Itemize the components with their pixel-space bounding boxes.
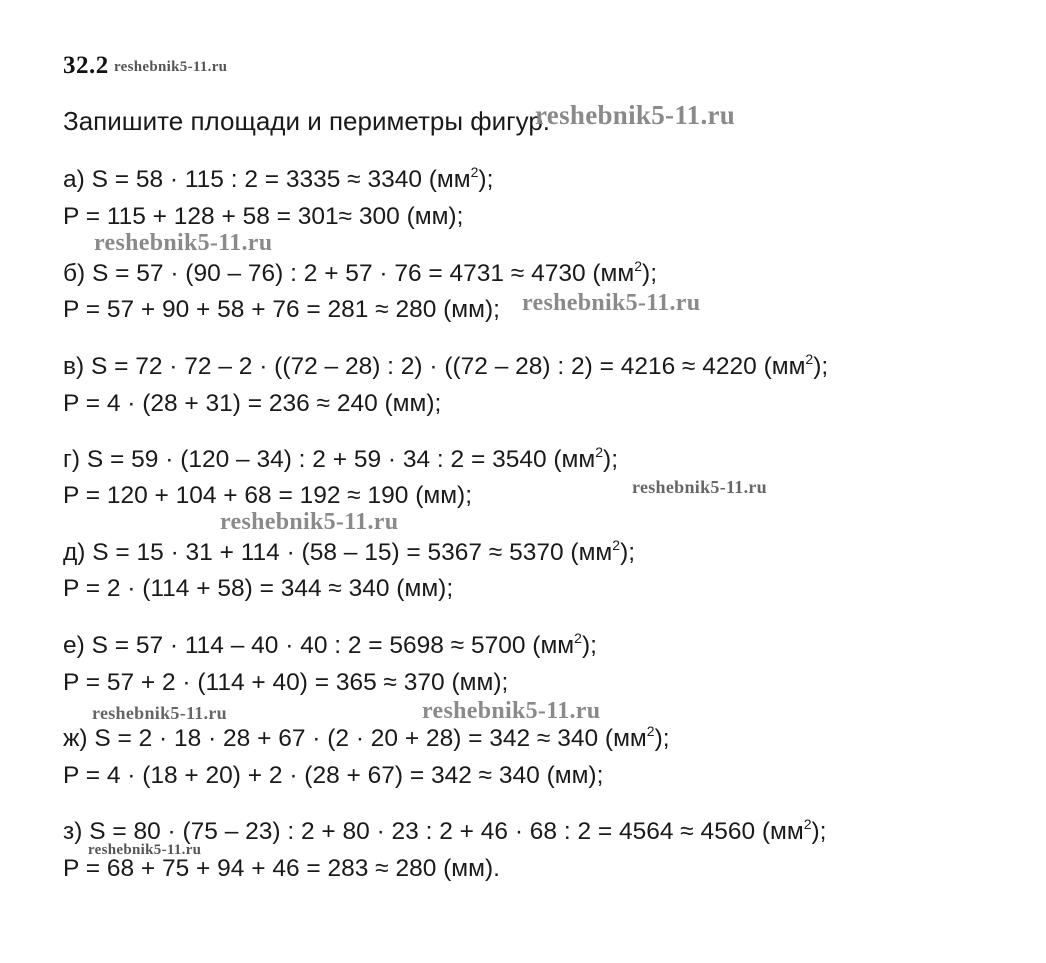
area-line-d bbox=[63, 539, 635, 567]
area-line-zh bbox=[63, 725, 670, 753]
area-line-v bbox=[63, 353, 828, 381]
area-text-end: ); bbox=[603, 446, 619, 473]
watermark: reshebnik5-11.ru bbox=[632, 477, 767, 497]
area-line-e bbox=[63, 632, 597, 660]
perimeter-line-e: P = 57 + 2 · (114 + 40) = 365 ≈ 370 (мм); bbox=[63, 669, 509, 696]
area-text-end: ); bbox=[478, 166, 494, 193]
watermark: reshebnik5-11.ru bbox=[88, 842, 202, 858]
superscript: 2 bbox=[612, 537, 621, 553]
area-text: з) S = 80 · (75 – 23) : 2 + 80 · 23 : 2 + 46 · 68 : 2 = 4564 ≈ 4560 (мм bbox=[63, 818, 804, 845]
perimeter-line-g: P = 120 + 104 + 68 = 192 ≈ 190 (мм); bbox=[63, 482, 473, 509]
watermark: reshebnik5-11.ru bbox=[114, 59, 228, 75]
perimeter-line-zh: P = 4 · (18 + 20) + 2 · (28 + 67) = 342 ≈ 340 (мм); bbox=[63, 762, 604, 789]
area-text-end: ); bbox=[811, 818, 827, 845]
area-text: е) S = 57 · 114 – 40 · 40 : 2 = 5698 ≈ 5700 (мм bbox=[63, 632, 575, 659]
area-text: ж) S = 2 · 18 · 28 + 67 · (2 · 20 + 28) = 342 ≈ 340 (мм bbox=[63, 725, 647, 752]
watermark: reshebnik5-11.ru bbox=[522, 290, 701, 316]
superscript: 2 bbox=[595, 444, 604, 460]
area-text: д) S = 15 · 31 + 114 · (58 – 15) = 5367 ≈ 5370 (мм bbox=[63, 539, 613, 566]
perimeter-line-d: P = 2 · (114 + 58) = 344 ≈ 340 (мм); bbox=[63, 575, 454, 602]
perimeter-line-a: P = 115 + 128 + 58 = 301≈ 300 (мм); bbox=[63, 203, 464, 230]
watermark: reshebnik5-11.ru bbox=[94, 230, 273, 256]
superscript: 2 bbox=[646, 723, 655, 739]
area-line-a bbox=[63, 166, 493, 194]
task-statement: Запишите площади и периметры фигур. bbox=[63, 106, 551, 136]
area-line-b bbox=[63, 260, 657, 288]
area-text: в) S = 72 · 72 – 2 · ((72 – 28) : 2) · ((72 – 28) : 2) = 4216 ≈ 4220 (мм bbox=[63, 353, 806, 380]
perimeter-line-z: P = 68 + 75 + 94 + 46 = 283 ≈ 280 (мм). bbox=[63, 855, 500, 882]
perimeter-line-b: P = 57 + 90 + 58 + 76 = 281 ≈ 280 (мм); bbox=[63, 296, 500, 323]
area-text: а) S = 58 · 115 : 2 = 3335 ≈ 3340 (мм bbox=[63, 166, 471, 193]
superscript: 2 bbox=[805, 351, 814, 367]
area-text-end: ); bbox=[642, 260, 657, 287]
watermark: reshebnik5-11.ru bbox=[422, 698, 601, 724]
task-number: 32.2 bbox=[63, 52, 109, 79]
area-line-g bbox=[63, 446, 618, 474]
watermark: reshebnik5-11.ru bbox=[535, 100, 736, 130]
superscript: 2 bbox=[634, 258, 643, 274]
perimeter-line-v: P = 4 · (28 + 31) = 236 ≈ 240 (мм); bbox=[63, 390, 442, 417]
watermark: reshebnik5-11.ru bbox=[92, 703, 227, 723]
superscript: 2 bbox=[574, 630, 582, 646]
superscript: 2 bbox=[803, 816, 812, 832]
area-text-end: ); bbox=[581, 632, 597, 659]
area-text: б) S = 57 · (90 – 76) : 2 + 57 · 76 = 4731 ≈ 4730 (мм bbox=[63, 260, 635, 287]
area-text: г) S = 59 · (120 – 34) : 2 + 59 · 34 : 2 = 3540 (мм bbox=[63, 446, 596, 473]
area-text-end: ); bbox=[813, 353, 829, 380]
area-text-end: ); bbox=[620, 539, 636, 566]
area-text-end: ); bbox=[654, 725, 670, 752]
superscript: 2 bbox=[470, 164, 479, 180]
watermark: reshebnik5-11.ru bbox=[220, 509, 399, 535]
